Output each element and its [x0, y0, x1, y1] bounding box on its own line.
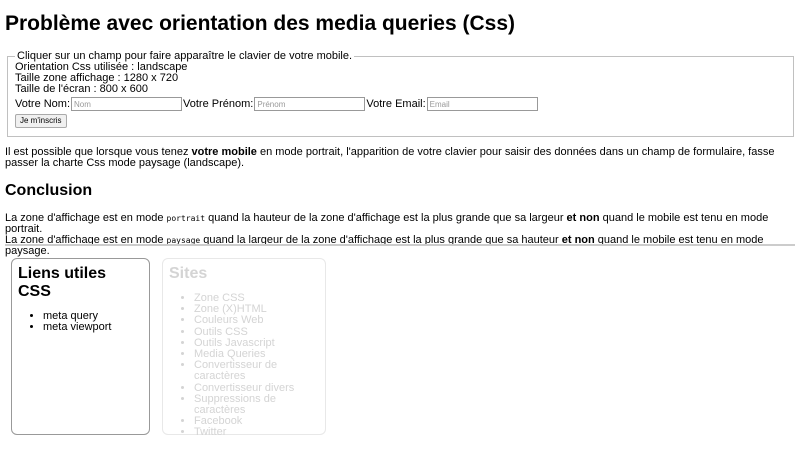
text: quand le mobile est tenu en mode portrait.: [5, 212, 769, 235]
conclusion-line-paysage: [5, 235, 800, 257]
text: La zone d'affichage est en mode: [5, 212, 167, 224]
useful-links-box: [11, 258, 150, 435]
page-title: Problème avec orientation des media queries (Css): [5, 12, 516, 35]
intro-text-2: en mode portrait, l'apparition de votre clavier pour saisir des données dans un champ de formulaire, fasse passer la charte Css mode paysage (landscape).: [5, 146, 775, 169]
nom-input[interactable]: [71, 97, 182, 111]
prenom-input[interactable]: [254, 97, 365, 111]
site-link[interactable]: Facebook: [194, 415, 243, 428]
signup-fieldset: [7, 50, 794, 137]
bold-et-non: et non: [561, 234, 595, 246]
site-link[interactable]: Convertisseur divers: [194, 381, 295, 394]
text: quand la hauteur de la zone d'affichage est la plus grande que sa largeur: [205, 212, 567, 224]
sites-list: [169, 293, 319, 439]
bold-et-non: et non: [566, 212, 600, 224]
list-item: [43, 322, 143, 333]
code-paysage: paysage: [166, 236, 201, 245]
code-portrait: portrait: [166, 214, 206, 223]
form-row: [15, 96, 793, 112]
sites-box: [162, 258, 326, 439]
email-input[interactable]: [427, 97, 538, 111]
site-link[interactable]: Media Queries: [194, 348, 266, 361]
site-link[interactable]: Couleurs Web: [194, 314, 264, 327]
link-meta-viewport[interactable]: meta viewport: [43, 321, 112, 334]
sites-title: Sites: [169, 265, 208, 282]
site-link[interactable]: Suppressions de caractères: [194, 392, 276, 417]
screen-size-info: Taille de l'écran : 800 x 600: [15, 83, 148, 95]
conclusion-text: [5, 213, 800, 257]
list-item: [194, 427, 319, 438]
orientation-info: Orientation Css utilisée : landscape: [15, 61, 188, 73]
email-label: Votre Email:: [366, 98, 426, 110]
conclusion-heading: Conclusion: [5, 182, 93, 199]
fieldset-legend: Cliquer sur un champ pour faire apparaître le clavier de votre mobile.: [17, 50, 353, 62]
site-link[interactable]: Twitter: [194, 426, 227, 439]
useful-links-title: Liens utiles CSS: [18, 265, 107, 300]
separator: [5, 244, 795, 246]
site-link[interactable]: Outils Javascript: [194, 336, 275, 349]
intro-bold: votre mobile: [191, 146, 257, 158]
list-item: [194, 360, 319, 382]
text: quand la largeur de la zone d'affichage est la plus grande que sa hauteur: [200, 234, 562, 246]
text: La zone d'affichage est en mode: [5, 234, 167, 246]
link-meta-query[interactable]: meta query: [43, 310, 99, 322]
useful-links-list: [18, 311, 143, 333]
site-link[interactable]: Convertisseur de caractères: [194, 359, 278, 383]
site-link[interactable]: Zone (X)HTML: [194, 303, 267, 316]
site-link[interactable]: Outils CSS: [194, 325, 248, 338]
intro-text-1: Il est possible que lorsque vous tenez: [5, 146, 192, 158]
conclusion-line-portrait: [5, 213, 800, 235]
text: quand le mobile est tenu en mode paysage.: [5, 234, 764, 257]
viewport-size-info: Taille zone affichage : 1280 x 720: [15, 72, 179, 84]
prenom-label: Votre Prénom:: [183, 98, 254, 110]
site-link[interactable]: Zone CSS: [194, 292, 245, 304]
intro-paragraph: [5, 147, 785, 169]
nom-label: Votre Nom:: [15, 98, 71, 110]
list-item: [194, 394, 319, 416]
subscribe-button[interactable]: Je m'inscris: [15, 114, 67, 128]
